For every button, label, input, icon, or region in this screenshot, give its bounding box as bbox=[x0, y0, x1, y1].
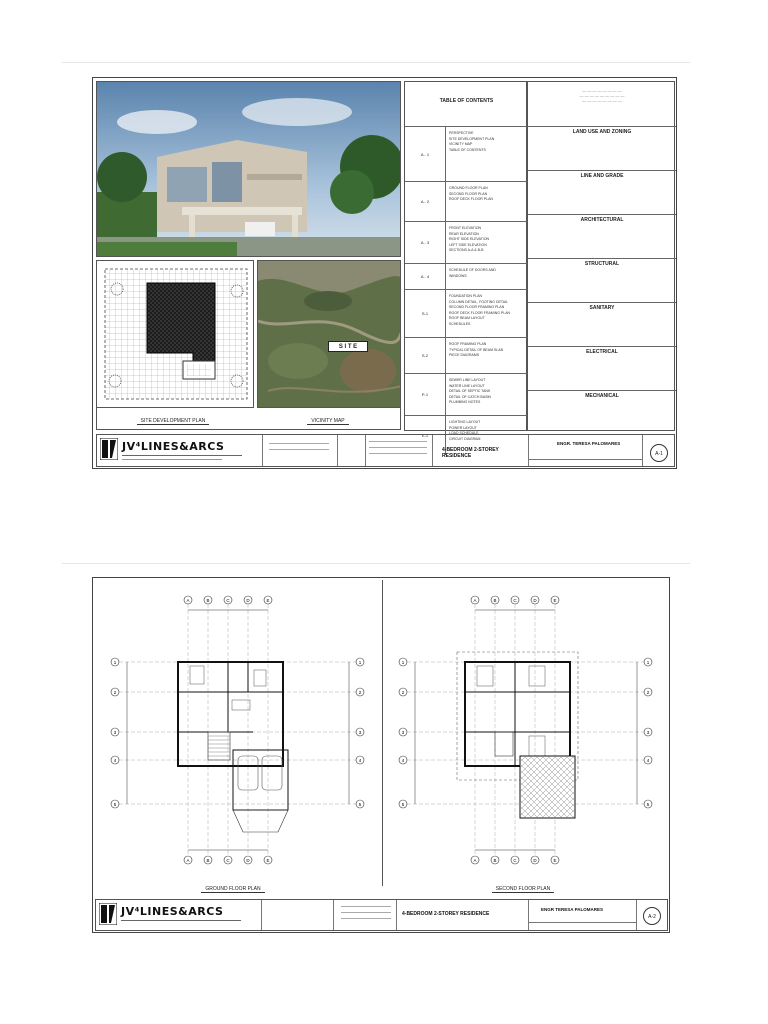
logo-a2 bbox=[99, 903, 259, 929]
toc-item: CIRCUIT DIAGRAM bbox=[449, 436, 481, 441]
project-title: 4-BEDROOM 2-STOREY RESIDENCE bbox=[442, 447, 499, 459]
car bbox=[262, 756, 282, 790]
driveway bbox=[233, 810, 288, 832]
grid-label: 5 bbox=[646, 801, 650, 807]
toc-item: ROOF DECK FLOOR FRAMING PLAN bbox=[449, 310, 511, 315]
toc-item: PIECE DIAGRAMS bbox=[449, 353, 480, 357]
grid-label: 1 bbox=[358, 659, 362, 665]
toc-item: PERSPECTIVE bbox=[449, 131, 474, 135]
grid-label: C bbox=[513, 597, 517, 603]
toc-items bbox=[449, 268, 496, 279]
toc-items bbox=[449, 342, 503, 359]
grid-label: C bbox=[226, 597, 230, 603]
kitchen-counter bbox=[254, 670, 266, 686]
jv-logo-mark-icon bbox=[99, 903, 117, 925]
grid-label: E bbox=[553, 597, 557, 603]
toc-item: SECOND FLOOR FRAMING PLAN bbox=[449, 305, 505, 309]
grid-label: 2 bbox=[113, 689, 117, 695]
toc-item: SCHEDULE OF DOORS AND bbox=[449, 268, 496, 272]
grid-label: 4 bbox=[113, 757, 117, 763]
second-floor-plan-label: SECOND FLOOR PLAN bbox=[473, 886, 573, 893]
sheet-a2 bbox=[92, 577, 670, 933]
toc-item: DETAIL OF CATCH BASIN bbox=[449, 394, 491, 399]
toc-row bbox=[405, 373, 528, 415]
grid-label: D bbox=[533, 597, 537, 603]
discipline-signatory-5: SANITARY bbox=[528, 302, 676, 346]
toc-row bbox=[405, 337, 528, 373]
toc-items bbox=[449, 378, 491, 406]
perspective-render bbox=[96, 81, 401, 257]
site-tag: S I T E bbox=[328, 341, 368, 352]
toc-items bbox=[449, 226, 489, 254]
toc-item: TABLE OF CONTENTS bbox=[449, 147, 486, 152]
toc-row bbox=[405, 221, 528, 263]
grid-label: 4 bbox=[358, 757, 362, 763]
grid-label: 1 bbox=[646, 659, 650, 665]
toc-item: ROOF BEAM LAYOUT bbox=[449, 316, 485, 320]
toc-item: RIGHT SIDE ELEVATION bbox=[449, 237, 490, 241]
grid-label: 5 bbox=[358, 801, 362, 807]
discipline-signatory-6: ELECTRICAL bbox=[528, 346, 676, 390]
site-development-plan-label: SITE DEVELOPMENT PLAN bbox=[113, 418, 233, 425]
toc-code: P-1 bbox=[405, 374, 446, 415]
ground-floor-plan-label: GROUND FLOOR PLAN bbox=[183, 886, 283, 893]
grid-label: A bbox=[186, 597, 190, 603]
vicinity-map-label: VICINITY MAP bbox=[273, 418, 383, 425]
toc-code: S-2 bbox=[405, 338, 446, 373]
grid-label: 5 bbox=[401, 801, 405, 807]
discipline-signatory-2: LINE AND GRADE bbox=[528, 170, 676, 214]
grid-label: D bbox=[246, 597, 250, 603]
toc-items bbox=[449, 294, 510, 327]
grid-label: C bbox=[226, 857, 230, 863]
stair bbox=[495, 732, 513, 756]
discipline-signatory-3: ARCHITECTURAL bbox=[528, 214, 676, 258]
grid-label: B bbox=[493, 597, 497, 603]
grid-label: D bbox=[246, 857, 250, 863]
bed bbox=[190, 666, 204, 684]
discipline-signatory-7: MECHANICAL bbox=[528, 390, 676, 434]
toc-item: SITE DEVELOPMENT PLAN bbox=[449, 136, 495, 141]
bed bbox=[529, 736, 545, 756]
grid-label: A bbox=[186, 857, 190, 863]
toc-title: TABLE OF CONTENTS bbox=[439, 98, 494, 104]
toc-item: FRONT ELEVATION bbox=[449, 226, 482, 230]
grid-label: 5 bbox=[113, 801, 117, 807]
project-title: 4-BEDROOM 2-STOREY RESIDENCE bbox=[402, 911, 490, 917]
discipline-signatory-4: STRUCTURAL bbox=[528, 258, 676, 302]
grid-label: A bbox=[473, 597, 477, 603]
logo-text: JV⁴LINES&ARCS bbox=[121, 905, 224, 918]
logo-text: JV⁴LINES&ARCS bbox=[122, 440, 225, 453]
toc-code: E-1 bbox=[405, 416, 446, 455]
grid-label: 3 bbox=[646, 729, 650, 735]
site-development-plan bbox=[96, 260, 254, 408]
table-of-contents bbox=[404, 81, 527, 441]
toc-items bbox=[449, 131, 494, 153]
grid-label: D bbox=[533, 857, 537, 863]
grid-label: 1 bbox=[113, 659, 117, 665]
bed bbox=[529, 666, 545, 686]
sheet-number: A-1 bbox=[650, 444, 668, 462]
title-block-a2 bbox=[95, 899, 668, 931]
vicinity-map bbox=[257, 260, 401, 408]
jv-logo-mark-icon bbox=[100, 438, 118, 460]
toc-item: LOAD SCHEDULE bbox=[449, 431, 479, 435]
grid-label: 1 bbox=[401, 659, 405, 665]
toc-item: PLUMBING NOTES bbox=[449, 400, 481, 404]
toc-item: LIGHTING LAYOUT bbox=[449, 420, 481, 424]
approval-stamp: — — — — — — — — — — — — — — — — — — — — — — — — — bbox=[579, 88, 625, 103]
toc-item: REAR ELEVATION bbox=[449, 231, 479, 236]
toc-code: A - 2 bbox=[405, 182, 446, 221]
bed bbox=[477, 666, 493, 686]
toc-item: SEWER LINE LAYOUT bbox=[449, 378, 486, 382]
toc-items bbox=[449, 186, 493, 203]
toc-item: SECOND FLOOR PLAN bbox=[449, 191, 488, 196]
second-floor-plan bbox=[383, 580, 669, 886]
toc-item: POWER LAYOUT bbox=[449, 425, 477, 430]
toc-item: WATER LINE LAYOUT bbox=[449, 383, 485, 388]
sheet-a1 bbox=[92, 77, 677, 469]
toc-row bbox=[405, 126, 528, 181]
toc-code: A - 3 bbox=[405, 222, 446, 263]
grid-label: E bbox=[266, 597, 270, 603]
sofa bbox=[232, 700, 250, 710]
ground-floor-plan bbox=[95, 580, 383, 886]
exterior-wall bbox=[465, 662, 570, 766]
grid-label: 3 bbox=[113, 729, 117, 735]
grid-label: E bbox=[553, 857, 557, 863]
garage bbox=[233, 750, 288, 810]
grid-label: B bbox=[206, 857, 210, 863]
toc-item: COLUMN DETAIL, FOOTING DETAIL bbox=[449, 299, 508, 304]
grid-label: 4 bbox=[646, 757, 650, 763]
stair bbox=[208, 732, 230, 760]
toc-row bbox=[405, 181, 528, 221]
discipline-signatory-1: LAND USE AND ZONING bbox=[528, 126, 676, 170]
toc-item: DETAIL OF SEPTIC TANK bbox=[449, 389, 491, 393]
toc-code: A - 4 bbox=[405, 264, 446, 289]
grid-label: 4 bbox=[401, 757, 405, 763]
signatory-column bbox=[527, 81, 675, 431]
toc-row bbox=[405, 263, 528, 289]
toc-item: LEFT SIDE ELEVATION bbox=[449, 242, 487, 247]
grid-label: C bbox=[513, 857, 517, 863]
toc-item: WINDOWS bbox=[449, 273, 467, 278]
grid-label: B bbox=[493, 857, 497, 863]
toc-item: VICINITY MAP bbox=[449, 142, 473, 146]
sheet-number: A-2 bbox=[643, 907, 661, 925]
engineer-name: ENGR. TERESA PALOMARES bbox=[557, 441, 621, 446]
engineer-name: ENGR TERESA PALOMARES bbox=[541, 907, 604, 912]
toc-item: ROOF DECK FLOOR PLAN bbox=[449, 197, 493, 201]
toc-item: FOUNDATION PLAN bbox=[449, 294, 482, 298]
grid-label: B bbox=[206, 597, 210, 603]
grid-label: E bbox=[266, 857, 270, 863]
grid-label: 3 bbox=[358, 729, 362, 735]
title-block bbox=[96, 434, 675, 467]
grid-label: 2 bbox=[646, 689, 650, 695]
grid-label: 3 bbox=[401, 729, 405, 735]
grid-label: 2 bbox=[358, 689, 362, 695]
toc-row bbox=[405, 289, 528, 337]
toc-code: A - 1 bbox=[405, 127, 446, 181]
toc-code: S-1 bbox=[405, 290, 446, 337]
toc-item: SECTIONS A-A & B-B bbox=[449, 248, 484, 252]
logo bbox=[100, 438, 260, 465]
toc-item: ROOF FRAMING PLAN bbox=[449, 342, 487, 346]
grid-label: 2 bbox=[401, 689, 405, 695]
toc-item: GROUND FLOOR PLAN bbox=[449, 186, 488, 190]
grid-label: A bbox=[473, 857, 477, 863]
toc-item: TYPICAL DETAIL OF BEAM SLAB bbox=[449, 347, 503, 352]
toc-item: SCHEDULES bbox=[449, 321, 471, 326]
